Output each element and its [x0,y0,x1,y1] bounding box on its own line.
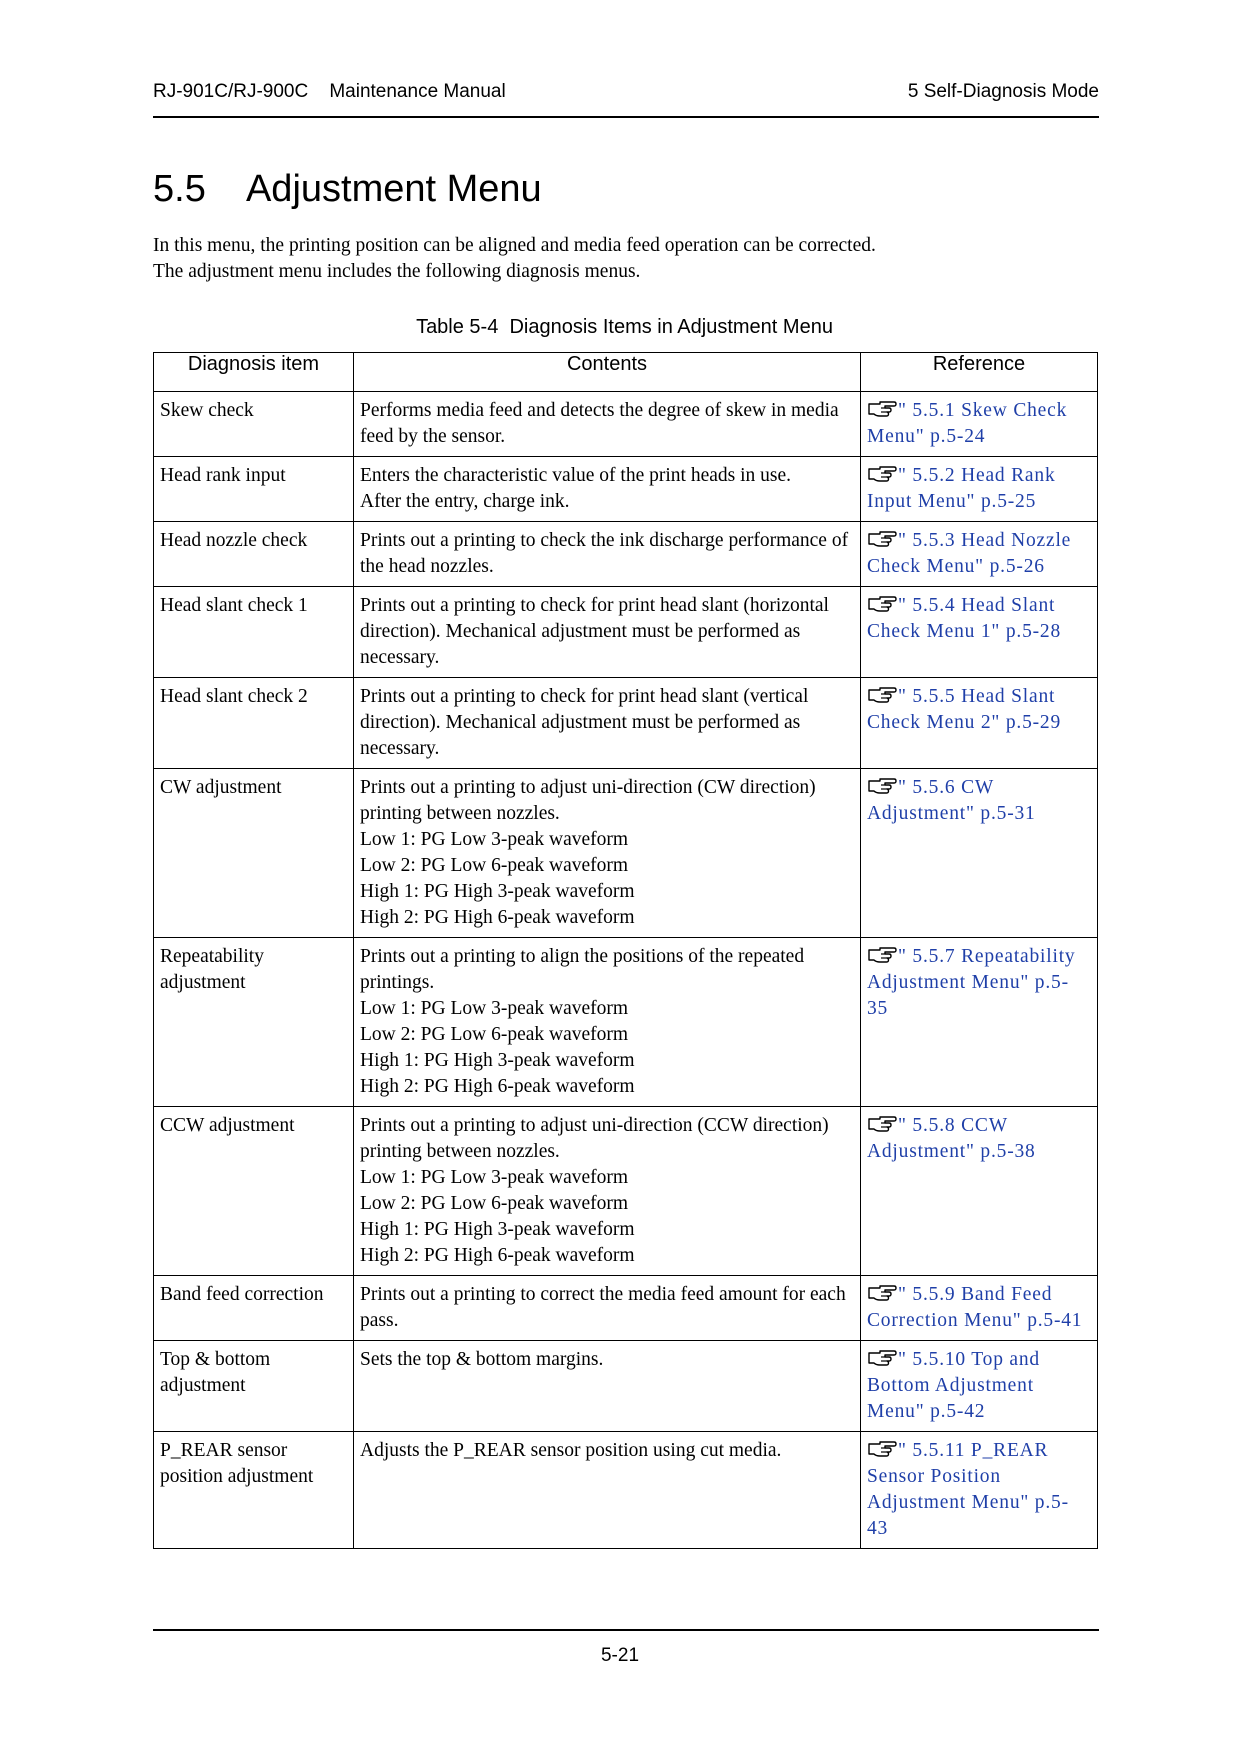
reference-link[interactable] [861,1341,1098,1432]
column-header-reference: Reference [861,353,1098,392]
diagnosis-item-text: CW adjustment [160,777,282,798]
reference-text[interactable]: " 5.5.1 Skew Check Menu" p.5-24 [867,400,1068,447]
contents-line: Prints out a printing to correct the media feed amount for each pass. [360,1284,846,1331]
table-row [154,1432,1098,1549]
table-header-row [154,353,1098,392]
manual-title: RJ-901C/RJ-900C Maintenance Manual [153,81,506,102]
pointing-hand-icon [867,1348,897,1368]
section-heading: 5.5 Adjustment Menu [153,168,542,210]
reference-text[interactable]: " 5.5.5 Head Slant Check Menu 2" p.5-29 [867,686,1062,733]
reference-link[interactable] [861,678,1098,769]
pointing-hand-icon [867,1439,897,1459]
contents-cell [354,522,861,587]
contents-cell [354,769,861,938]
diagnosis-item-cell [154,1276,354,1341]
diagnosis-item-text: Top & bottom adjustment [160,1349,271,1396]
diagnosis-item-text: P_REAR sensor position adjustment [160,1440,314,1487]
contents-line: Sets the top & bottom margins. [360,1349,604,1370]
pointing-hand-icon [867,776,897,796]
diagnosis-item-text: Head slant check 1 [160,595,308,616]
contents-cell [354,1107,861,1276]
diagnosis-item-cell [154,1432,354,1549]
contents-line: After the entry, charge ink. [360,491,570,512]
diagnosis-item-text: Head slant check 2 [160,686,308,707]
contents-line: Low 1: PG Low 3-peak waveform [360,829,629,850]
contents-line: Adjusts the P_REAR sensor position using cut media. [360,1440,782,1461]
contents-line: Prints out a printing to align the positions of the repeated printings. [360,946,805,993]
contents-cell [354,678,861,769]
diagnosis-item-cell [154,938,354,1107]
contents-line: High 2: PG High 6-peak waveform [360,1245,635,1266]
diagnosis-item-text: Skew check [160,400,254,421]
contents-line: Low 2: PG Low 6-peak waveform [360,1024,629,1045]
table-row [154,587,1098,678]
contents-line: Prints out a printing to check the ink discharge performance of the head nozzles. [360,530,849,577]
reference-text[interactable]: " 5.5.4 Head Slant Check Menu 1" p.5-28 [867,595,1062,642]
chapter-title: 5 Self-Diagnosis Mode [907,81,1099,102]
intro-line: In this menu, the printing position can be aligned and media feed operation can be corrected. [153,235,876,256]
header-rule [153,116,1099,118]
reference-text[interactable]: " 5.5.10 Top and Bottom Adjustment Menu" p.5-42 [867,1349,1040,1422]
diagnosis-item-text: Repeatability adjustment [160,946,264,993]
contents-line: Low 2: PG Low 6-peak waveform [360,855,629,876]
reference-link[interactable] [861,457,1098,522]
contents-line: High 2: PG High 6-peak waveform [360,907,635,928]
table-row [154,769,1098,938]
diagnosis-item-cell [154,457,354,522]
contents-line: Low 1: PG Low 3-peak waveform [360,1167,629,1188]
pointing-hand-icon [867,529,897,549]
table-row [154,938,1098,1107]
reference-link[interactable] [861,769,1098,938]
reference-link[interactable] [861,1432,1098,1549]
contents-line: High 1: PG High 3-peak waveform [360,881,635,902]
column-header-contents: Contents [354,353,861,392]
reference-text[interactable]: " 5.5.7 Repeatability Adjustment Menu" p.5-35 [867,946,1076,1019]
diagnosis-item-text: Head rank input [160,465,286,486]
intro-text [153,233,1103,285]
intro-line: The adjustment menu includes the following diagnosis menus. [153,261,641,282]
contents-line: High 1: PG High 3-peak waveform [360,1050,635,1071]
reference-text[interactable]: " 5.5.9 Band Feed Correction Menu" p.5-41 [867,1284,1083,1331]
contents-line: Enters the characteristic value of the print heads in use. [360,465,791,486]
table-row [154,392,1098,457]
reference-link[interactable] [861,392,1098,457]
pointing-hand-icon [867,464,897,484]
diagnosis-item-cell [154,1341,354,1432]
diagnosis-item-cell [154,392,354,457]
contents-line: High 1: PG High 3-peak waveform [360,1219,635,1240]
contents-line: Prints out a printing to check for print head slant (horizontal direction). Mechanical adjustment must be performed as necessary. [360,595,829,668]
pointing-hand-icon [867,945,897,965]
reference-link[interactable] [861,522,1098,587]
contents-line: Prints out a printing to adjust uni-direction (CCW direction) printing between nozzles. [360,1115,829,1162]
table-body [154,392,1098,1549]
diagnosis-item-cell [154,522,354,587]
column-header-diagnosis-item: Diagnosis item [154,353,354,392]
reference-link[interactable] [861,1276,1098,1341]
diagnosis-item-text: CCW adjustment [160,1115,295,1136]
contents-line: Prints out a printing to check for print head slant (vertical direction). Mechanical adjustment must be performed as necessary. [360,686,809,759]
reference-text[interactable]: " 5.5.11 P_REAR Sensor Position Adjustment Menu" p.5-43 [867,1440,1069,1539]
table-row [154,1276,1098,1341]
table-row [154,678,1098,769]
pointing-hand-icon [867,594,897,614]
pointing-hand-icon [867,685,897,705]
contents-cell [354,392,861,457]
contents-line: Low 2: PG Low 6-peak waveform [360,1193,629,1214]
footer-rule [153,1629,1099,1631]
contents-line: Low 1: PG Low 3-peak waveform [360,998,629,1019]
reference-text[interactable]: " 5.5.6 CW Adjustment" p.5-31 [867,777,1036,824]
reference-link[interactable] [861,938,1098,1107]
diagnosis-item-cell [154,678,354,769]
contents-line: Prints out a printing to adjust uni-direction (CW direction) printing between nozzles. [360,777,816,824]
diagnosis-item-text: Band feed correction [160,1284,324,1305]
diagnosis-item-cell [154,769,354,938]
contents-cell [354,587,861,678]
diagnosis-item-cell [154,587,354,678]
contents-cell [354,1341,861,1432]
table-row [154,1341,1098,1432]
diagnosis-item-text: Head nozzle check [160,530,308,551]
contents-line: Performs media feed and detects the degree of skew in media feed by the sensor. [360,400,839,447]
diagnosis-item-cell [154,1107,354,1276]
reference-text[interactable]: " 5.5.2 Head Rank Input Menu" p.5-25 [867,465,1056,512]
reference-text[interactable]: " 5.5.3 Head Nozzle Check Menu" p.5-26 [867,530,1072,577]
reference-link[interactable] [861,587,1098,678]
reference-text[interactable]: " 5.5.8 CCW Adjustment" p.5-38 [867,1115,1036,1162]
pointing-hand-icon [867,399,897,419]
table-caption: Table 5-4 Diagnosis Items in Adjustment Menu [416,316,833,338]
diagnosis-table [153,352,1098,1549]
contents-cell [354,457,861,522]
table-row [154,522,1098,587]
pointing-hand-icon [867,1114,897,1134]
reference-link[interactable] [861,1107,1098,1276]
contents-line: High 2: PG High 6-peak waveform [360,1076,635,1097]
page-number: 5-21 [600,1645,640,1666]
table-row [154,457,1098,522]
pointing-hand-icon [867,1283,897,1303]
contents-cell [354,938,861,1107]
contents-cell [354,1432,861,1549]
contents-cell [354,1276,861,1341]
table-row [154,1107,1098,1276]
